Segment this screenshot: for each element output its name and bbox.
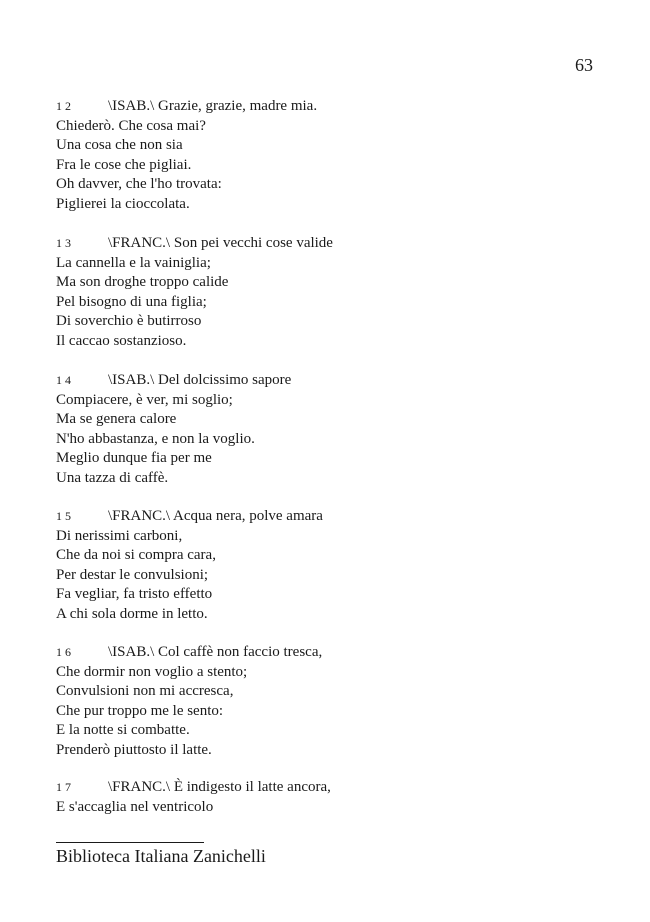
verse-text: Che dormir non voglio a stento; [56, 663, 248, 680]
verse-line [56, 391, 616, 411]
verse-text: A chi sola dorme in letto. [56, 605, 208, 622]
footer-rule [56, 842, 204, 843]
verse-line [56, 430, 616, 450]
verse-text: Che pur troppo me le sento: [56, 702, 224, 719]
verse-text: Fra le cose che pigliai. [56, 156, 192, 173]
verse-text: Che da noi si compra cara, [56, 547, 216, 563]
verse-text: Di soverchio è butirroso [56, 313, 202, 329]
verse-text: \FRANC.\ È indigesto il latte ancora, [108, 779, 331, 795]
verse-line [56, 449, 616, 469]
verse-line [56, 469, 616, 489]
verse-line [56, 778, 616, 798]
stanza-number: 13 [56, 236, 74, 250]
verse-text: \FRANC.\ Acqua nera, polve amara [108, 508, 323, 524]
verse-text: Fa vegliar, fa tristo effetto [56, 586, 213, 602]
verse-line [56, 332, 616, 352]
verse-text: Oh davver, che l'ho trovata: [56, 176, 222, 192]
verse-text: La cannella e la vainiglia; [56, 254, 211, 271]
stanza [56, 371, 616, 488]
verse-line [56, 117, 616, 137]
verse-line [56, 97, 616, 117]
verse-line [56, 410, 616, 430]
verse-line [56, 136, 616, 156]
verse-line [56, 643, 616, 663]
verse-line [56, 293, 616, 313]
verse-line [56, 585, 616, 605]
verse-text: \ISAB.\ Del dolcissimo sapore [108, 372, 292, 388]
verse-text: Di nerissimi carboni, [56, 527, 183, 544]
stanza-number: 14 [56, 373, 74, 387]
verse-text: N'ho abbastanza, e non la voglio. [56, 430, 255, 447]
verse-text: Ma son droghe troppo calide [56, 274, 229, 290]
verse-text: Pel bisogno di una figlia; [56, 293, 207, 310]
verse-line [56, 507, 616, 527]
verse-line [56, 741, 616, 761]
verse-text: Una cosa che non sia [56, 137, 183, 153]
verse-text: \ISAB.\ Grazie, grazie, madre mia. [108, 98, 318, 114]
verse-text: Compiacere, è ver, mi soglio; [56, 391, 233, 408]
verse-text: Prenderò piuttosto il latte. [56, 741, 212, 758]
verse-text: Una tazza di caffè. [56, 469, 169, 486]
stanza [56, 97, 616, 214]
verse-line [56, 798, 616, 818]
verse-text: Convulsioni non mi accresca, [56, 683, 234, 699]
verse-line [56, 273, 616, 293]
verse-line [56, 312, 616, 332]
verse-line [56, 605, 616, 625]
verse-text: E s'accaglia nel ventricolo [56, 798, 214, 815]
stanza [56, 234, 616, 351]
page-number: 63 [575, 55, 593, 75]
verse-line [56, 702, 616, 722]
verse-text: Ma se genera calore [56, 411, 177, 427]
stanza-number: 16 [56, 645, 74, 659]
verse-line [56, 195, 616, 215]
verse-text: Per destar le convulsioni; [56, 566, 209, 583]
verse-text: Meglio dunque fia per me [56, 450, 212, 466]
verse-text: Piglierei la cioccolata. [56, 195, 190, 212]
stanza [56, 778, 616, 817]
stanza-number: 12 [56, 99, 74, 113]
verse-text: \ISAB.\ Col caffè non faccio tresca, [108, 644, 323, 660]
verse-text: Il caccao sostanzioso. [56, 332, 187, 349]
verse-line [56, 566, 616, 586]
verse-line [56, 254, 616, 274]
stanza-number: 17 [56, 780, 74, 794]
verse-line [56, 663, 616, 683]
verse-text: Chiederò. Che cosa mai? [56, 117, 206, 134]
stanza [56, 507, 616, 624]
verse-line [56, 682, 616, 702]
stanza [56, 643, 616, 760]
verse-line [56, 546, 616, 566]
verse-line [56, 175, 616, 195]
verse-line [56, 156, 616, 176]
verse-line [56, 234, 616, 254]
verse-line [56, 721, 616, 741]
verse-line [56, 527, 616, 547]
verse-text: E la notte si combatte. [56, 722, 190, 738]
verse-text: \FRANC.\ Son pei vecchi cose valide [108, 235, 333, 251]
stanza-number: 15 [56, 509, 74, 523]
verse-line [56, 371, 616, 391]
footer-title: Biblioteca Italiana Zanichelli [56, 846, 266, 866]
